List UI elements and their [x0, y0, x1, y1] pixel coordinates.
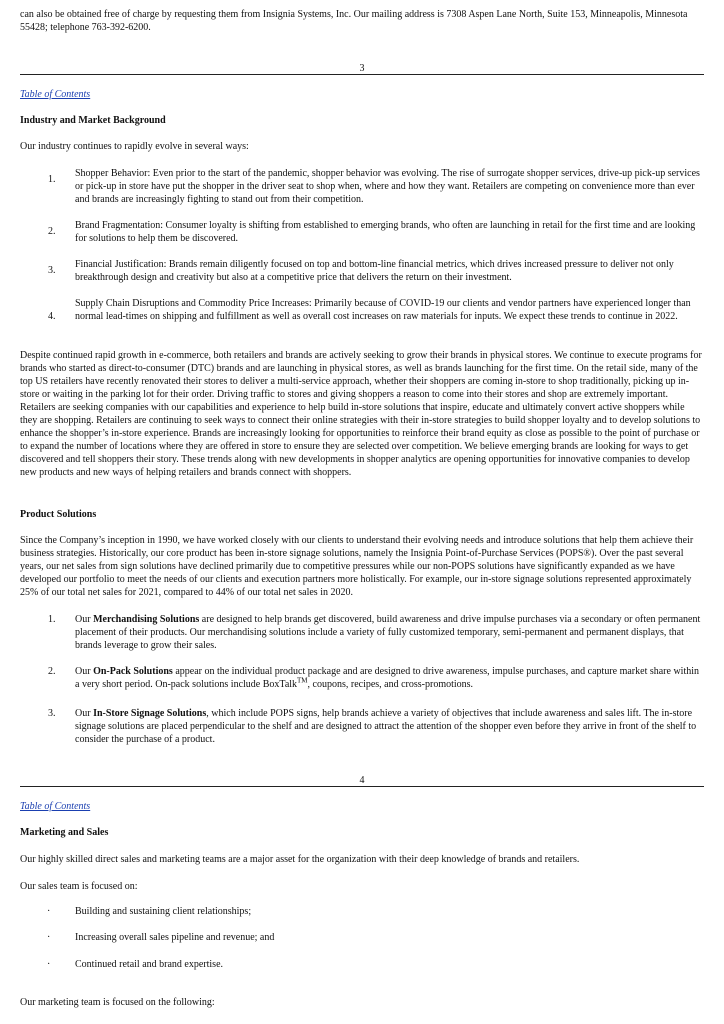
- industry-body: Despite continued rapid growth in e-commerce, both retailers and brands are actively seeking to grow their brands in physical stores. We continue to execute programs for brands who started as direct-to-consumer (DTC) brands and are launching in physical stores, as well as brands launching for the first time. On the retail side, many of the top US retailers have recently renovated their stores to deliver a multi-service approach, whether their shoppers are coming in-store to shop traditionally, picking up in-store or waiting in the parking lot for their order. Driving traffic to stores and giving shoppers a reason to come into their stores and shop are extremely important. Retailers are seeking companies with our capabilities and experience to help build in-store solutions that inspire, educate and ultimately convert active shoppers while they are shopping. Retailers are continuing to seek ways to connect their online strategies with their in-store strategies to build shopper loyalty and to develop solutions to enhance the shopper’s in-store experience. Brands are increasingly looking for opportunities to reinforce their brand equity as close as possible to the point of purchase or to expand the number of locations where they are offered in store to ensure they are selected over competition. We believe emerging brands are looking for ways to get discovered and tell shoppers their story. These trends along with new developments in shopper analytics are opening opportunities for innovative companies to develop new products and new ways of helping retailers and brands connect with shoppers.: [20, 350, 702, 478]
- table-of-contents-link[interactable]: Table of Contents: [20, 801, 91, 812]
- list-text: Shopper Behavior: Even prior to the start of the pandemic, shopper behavior was evolving. The rise of surrogate shopper services, drive-up pick-up services or pick-up in store have put the shopper in the driver seat to shop when, where and how they want. Retailers are competing on convenience more than ever and brands are increasingly fighting to stand out from their competition.: [75, 168, 700, 205]
- bullet-text: Increasing overall sales pipeline and revenue; and: [75, 932, 275, 943]
- page-divider: [20, 74, 704, 75]
- solution-name: Merchandising Solutions: [93, 614, 200, 625]
- list-text: Brand Fragmentation: Consumer loyalty is shifting from established to emerging brands, who often are launching in retail for the first time and are looking for solutions to help them be discovered.: [75, 220, 696, 244]
- marketing-body: Our highly skilled direct sales and marketing teams are a major asset for the organization with their deep knowledge of brands and retailers.: [20, 854, 580, 865]
- section-heading-marketing: Marketing and Sales: [20, 827, 109, 838]
- page-divider: [20, 786, 704, 787]
- list-text: Our On-Pack Solutions appear on the individual product package and are designed to drive awareness, impulse purchases, and capture market share within a very short period. On-pack solutions include BoxTalk™, coupons, recipes, and cross-promotions.: [75, 666, 700, 690]
- solution-name: In-Store Signage Solutions: [93, 708, 207, 719]
- sales-lead: Our sales team is focused on:: [20, 881, 138, 892]
- page-number: 4: [359, 775, 365, 786]
- list-number: 4.: [48, 311, 56, 322]
- list-text: Our In-Store Signage Solutions, which include POPS signs, help brands achieve a variety of objectives that include awareness and sales lift. The in-store signage solutions are placed perpendicular to the shelf and are designed to attract the attention of the shopper even before they arrive in front of the shelf to consider the purchase of a product.: [75, 708, 697, 745]
- solution-name: On-Pack Solutions: [93, 666, 173, 677]
- bullet-marker: ·: [47, 906, 51, 917]
- list-number: 2.: [48, 226, 56, 237]
- industry-lead: Our industry continues to rapidly evolve in several ways:: [20, 141, 249, 152]
- list-text: Financial Justification: Brands remain diligently focused on top and bottom-line financial metrics, which drives increased pressure to deliver not only breakthrough design and creativity but also at a competitive price that delivers the return on their investment.: [75, 259, 674, 283]
- marketing-lead: Our marketing team is focused on the following:: [20, 997, 215, 1008]
- list-number: 3.: [48, 265, 56, 276]
- section-heading-product: Product Solutions: [20, 509, 97, 520]
- table-of-contents-link[interactable]: Table of Contents: [20, 89, 91, 100]
- list-text: Our Merchandising Solutions are designed to help brands get discovered, build awareness and drive impulse purchases via a secondary or often permanent placement of their products. Our merchandising solutions include a variety of fully customized temporary, semi-permanent and permanent displays, that brands leverage to grow their sales.: [75, 614, 701, 651]
- trademark-mark: TM: [297, 676, 308, 685]
- list-number: 3.: [48, 708, 56, 719]
- list-text: Supply Chain Disruptions and Commodity Price Increases: Primarily because of COVID-19 our clients and vendor partners have experienced longer than normal lead-times on shipping and fulfillment as well as overall cost increases on raw materials for inputs. We expect these trends to continue in 2022.: [75, 298, 691, 322]
- page-number: 3: [359, 63, 365, 74]
- bullet-text: Continued retail and brand expertise.: [75, 959, 224, 970]
- list-number: 1.: [48, 614, 56, 625]
- product-body: Since the Company’s inception in 1990, we have worked closely with our clients to understand their evolving needs and introduce solutions that help them achieve their business strategies. Historically, our core product has been in-store signage solutions, namely the Insignia Point-of-Purchase Services (POPS®). Over the past several years, our net sales from sign solutions have declined primarily due to competitive pressures while our non-POPS solutions have significantly expanded as we have developed our portfolio to meet the needs of our clients and execution partners more holistically. For example, our in-store signage solutions represented approximately 25% of our total net sales for 2021, compared to 44% of our total net sales in 2020.: [20, 535, 694, 598]
- bullet-marker: ·: [47, 932, 51, 943]
- list-number: 1.: [48, 174, 56, 185]
- intro-paragraph: can also be obtained free of charge by requesting them from Insignia Systems, Inc. Our mailing address is 7308 Aspen Lane North, Suite 153, Minneapolis, Minnesota 55428; telephone 763-392-6200.: [20, 9, 688, 33]
- bullet-text: Building and sustaining client relationships;: [75, 906, 252, 917]
- section-heading-industry: Industry and Market Background: [20, 115, 166, 126]
- list-number: 2.: [48, 666, 56, 677]
- bullet-marker: ·: [47, 959, 51, 970]
